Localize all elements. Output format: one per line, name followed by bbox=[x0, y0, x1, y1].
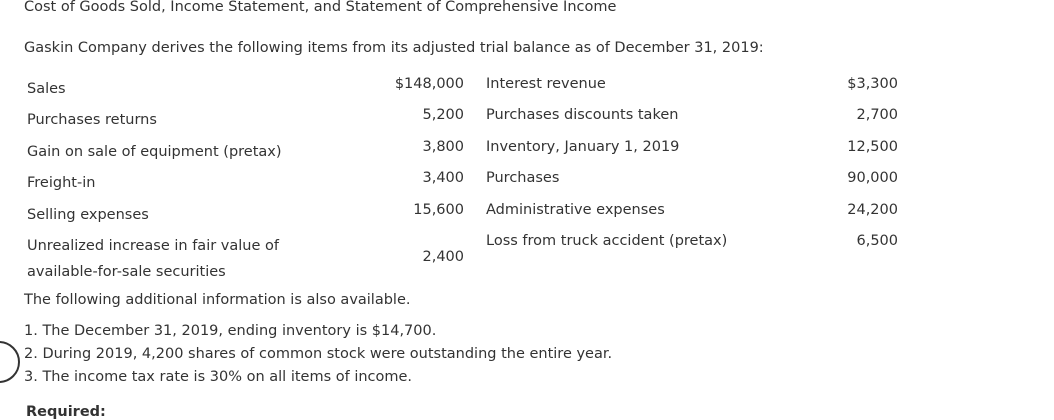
item-amount-right: 24,200 bbox=[847, 201, 898, 218]
page-title: Cost of Goods Sold, Income Statement, and Statement of Comprehensive Income bbox=[24, 0, 617, 15]
required-heading: Required: bbox=[26, 404, 106, 420]
table-row bbox=[24, 228, 904, 280]
item-amount: 15,600 bbox=[413, 201, 464, 218]
item-amount: 3,800 bbox=[422, 138, 464, 155]
table-row bbox=[24, 71, 904, 102]
item-label: Selling expenses bbox=[27, 206, 149, 223]
item-label-right: Loss from truck accident (pretax) bbox=[486, 232, 728, 249]
trial-balance-table bbox=[24, 71, 904, 280]
additional-info-list bbox=[24, 320, 612, 389]
item-label-line2: available-for-sale securities bbox=[27, 263, 226, 280]
additional-info-heading: The following additional information is also available. bbox=[24, 292, 411, 308]
item-amount-right: 90,000 bbox=[847, 170, 898, 187]
item-amount: 3,400 bbox=[422, 170, 464, 187]
item-amount: 5,200 bbox=[422, 107, 464, 124]
item-amount-right: 12,500 bbox=[847, 138, 898, 155]
table-row bbox=[24, 134, 904, 165]
item-label-right: Purchases discounts taken bbox=[486, 107, 679, 124]
intro-paragraph: Gaskin Company derives the following items from its adjusted trial balance as of December 31, 2019: bbox=[24, 40, 764, 56]
item-label-right: Inventory, January 1, 2019 bbox=[486, 138, 680, 155]
list-item: 2. During 2019, 4,200 shares of common stock were outstanding the entire year. bbox=[24, 346, 613, 362]
item-label-right: Interest revenue bbox=[486, 76, 606, 92]
item-label: Freight-in bbox=[27, 175, 96, 192]
table-row bbox=[24, 197, 904, 228]
item-amount: $148,000 bbox=[394, 76, 464, 92]
item-amount-right: 2,700 bbox=[856, 107, 898, 124]
left-edge-circle-control[interactable] bbox=[0, 341, 20, 383]
item-label: Gain on sale of equipment (pretax) bbox=[27, 143, 282, 160]
item-label-right: Purchases bbox=[486, 170, 560, 187]
list-item: 3. The income tax rate is 30% on all items of income. bbox=[24, 369, 413, 385]
table-row bbox=[24, 165, 904, 196]
item-label-right: Administrative expenses bbox=[486, 201, 665, 218]
item-label: Purchases returns bbox=[27, 112, 157, 129]
item-amount-right: 6,500 bbox=[856, 232, 898, 249]
item-amount-right: $3,300 bbox=[847, 76, 898, 92]
item-amount: 2,400 bbox=[422, 248, 464, 265]
item-label: Sales bbox=[27, 81, 66, 97]
item-label bbox=[27, 233, 279, 285]
table-row bbox=[24, 102, 904, 133]
list-item: 1. The December 31, 2019, ending inventory is $14,700. bbox=[24, 323, 437, 339]
item-label-line1: Unrealized increase in fair value of bbox=[27, 237, 279, 254]
